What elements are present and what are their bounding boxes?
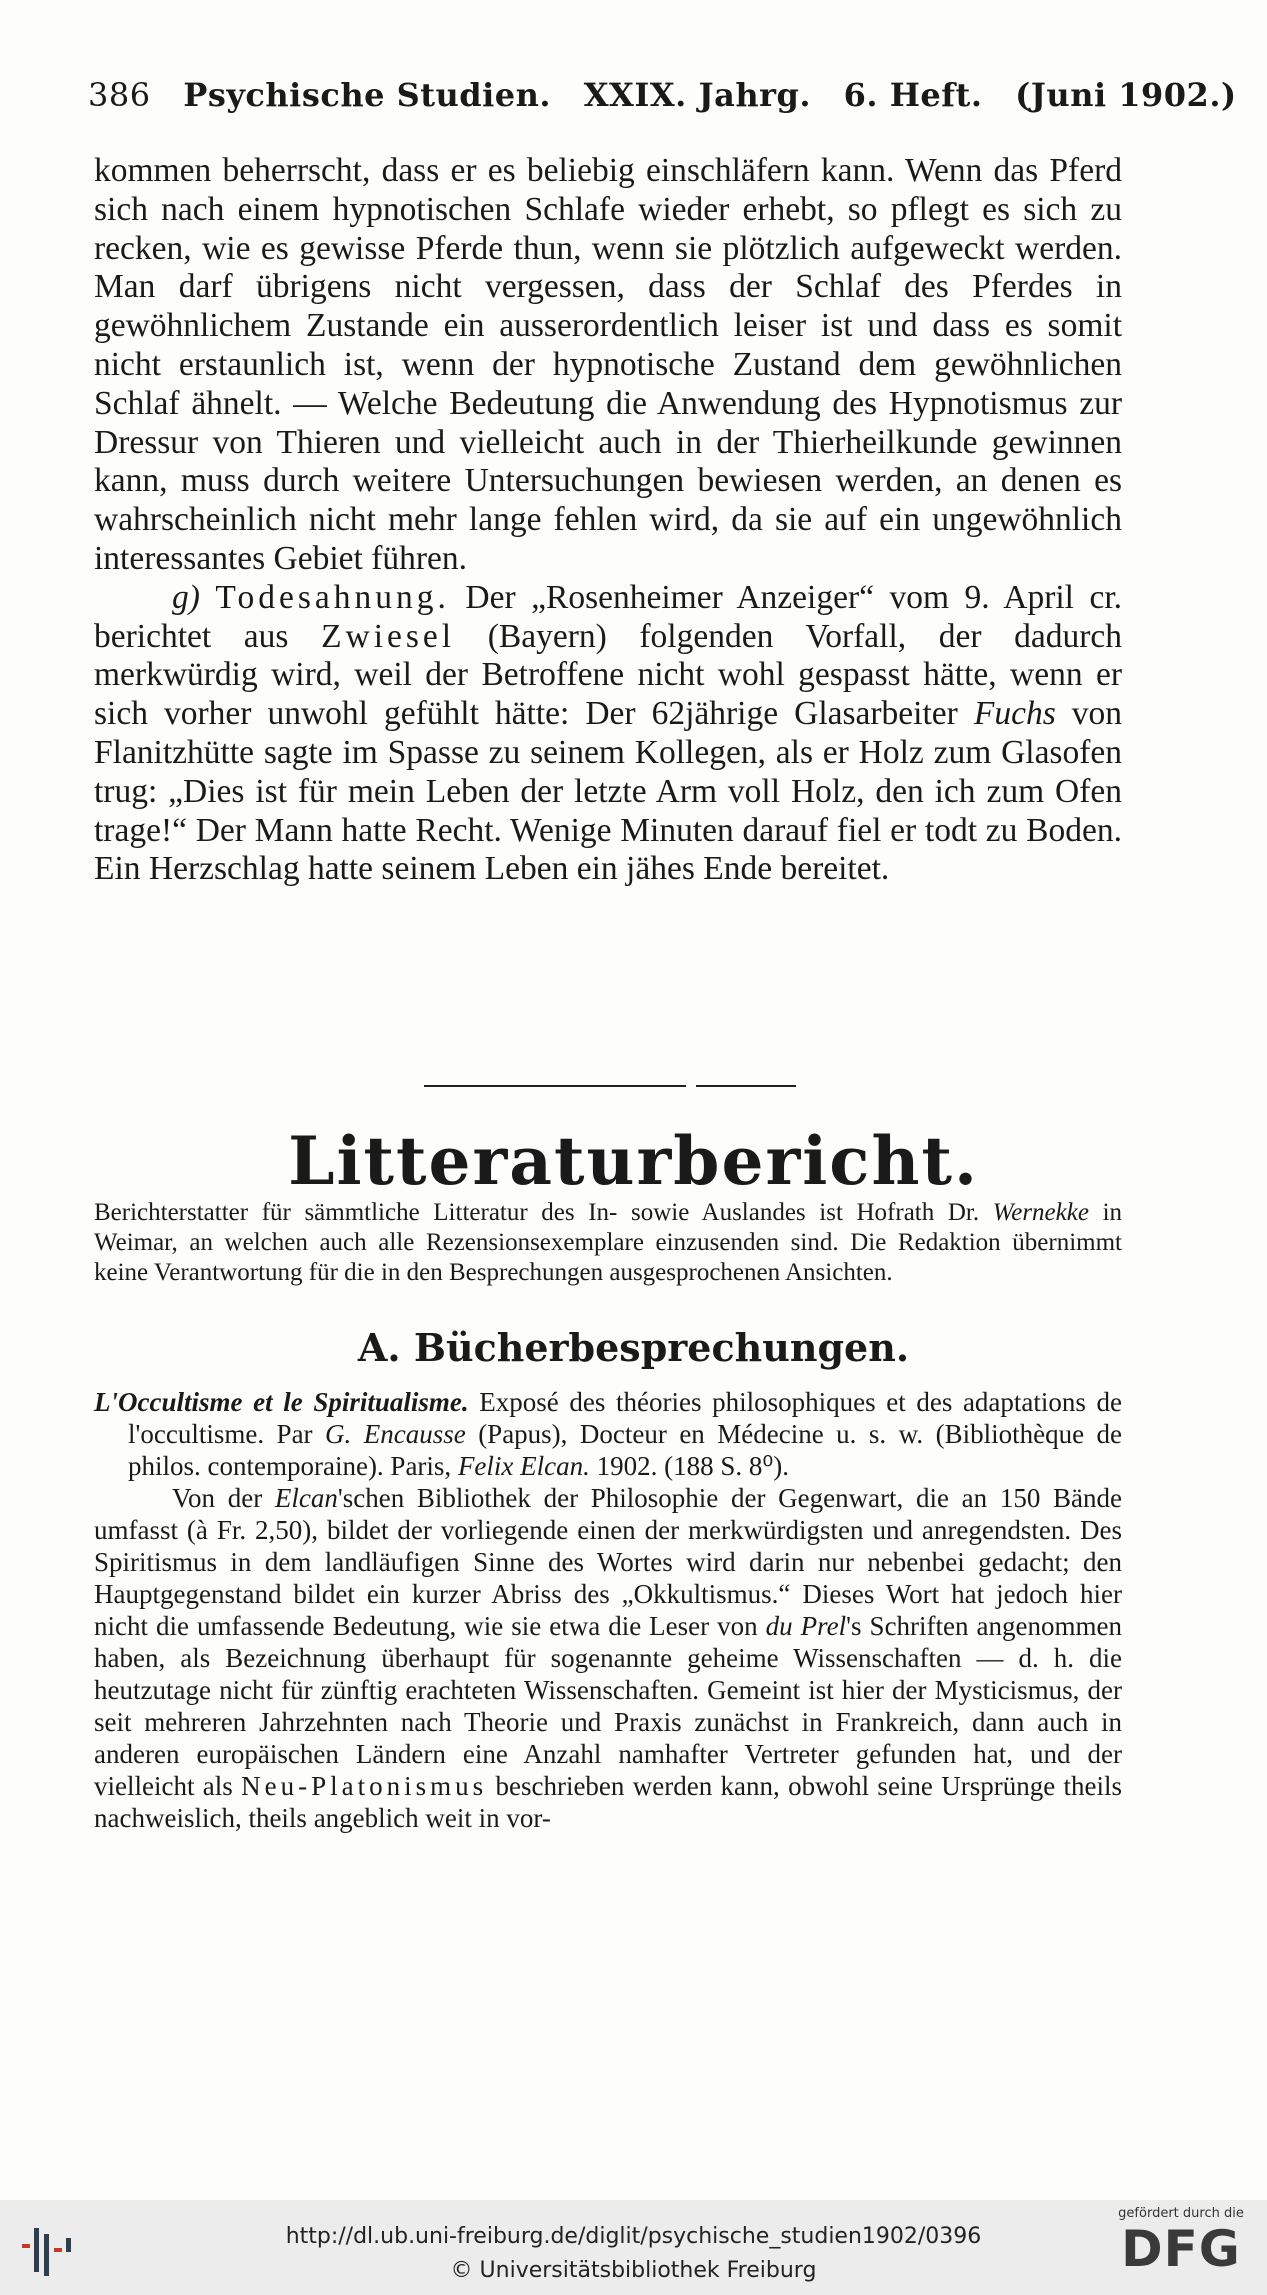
editorial-notice <box>94 1198 1122 1288</box>
entry-text: 1902. (188 S. 8⁰). <box>596 1451 789 1481</box>
journal-title: Psychische Studien. <box>183 76 552 114</box>
article-body <box>94 152 1122 889</box>
review-text: 's Schriften angenommen haben, als Bezeichnung überhaupt für sogenannte geheime Wissenschaften — d. h. die heutzutage nicht für zünftig erachteten Wissenschaften. Gemeint ist hier der Mysticismus, der seit mehreren Jahrzehnten nach Theorie und Praxis zunächst in Frankreich, dann auch in anderen europäischen Ländern eine Anzahl namhafter Vertreter gefunden hat, und der vielleicht als <box>94 1611 1122 1801</box>
author-name: du Prel <box>765 1611 847 1641</box>
document-url-link[interactable]: http://dl.ub.uni-freiburg.de/diglit/psychische_studien1902/0396 <box>285 2224 982 2249</box>
emphasized-term: Neu-Platonismus <box>241 1771 488 1801</box>
page-number: 386 <box>88 76 151 114</box>
bibliographic-entry <box>94 1386 1122 1482</box>
review-text: beschrieben werden kann, obwohl seine Ursprünge theils nachweislich, theils angeblich weit in vor- <box>94 1771 1123 1833</box>
dfg-logo <box>1111 2206 1251 2290</box>
separator-rule <box>696 1085 796 1087</box>
issue-date: (Juni 1902.) <box>1015 76 1237 114</box>
entry-text: Exposé des théories philosophiques et des adaptations de l'occultisme. Par <box>128 1387 1123 1449</box>
paragraph-hypnosis: kommen beherrscht, dass er es beliebig einschläfern kann. Wenn das Pferd sich nach einem hypnotischen Schlafe wieder erhebt, so pflegt es sich zu recken, wie es gewisse Pferde thun, wenn sie plötzlich aufgeweckt werden. Man darf übrigens nicht vergessen, dass der Schlaf des Pferdes in gewöhnlichem Zustande ein ausserordentlich leiser ist und dass es somit nicht erstaunlich ist, wenn der hypnotische Zustand dem gewöhnlichen Schlaf ähnelt. — Welche Bedeutung die Anwendung des Hypnotismus zur Dressur von Thieren und vielleicht auch in der Thierheilkunde gewinnen kann, muss durch weitere Untersuchungen bewiesen werden, an denen es wahrscheinlich nicht mehr lange fehlen wird, da sie auf ein ungewöhnlich interessantes Gebiet führen. <box>94 152 1122 577</box>
review-paragraph <box>94 1482 1122 1834</box>
section-title: Todesahnung. <box>215 578 450 616</box>
dfg-wordmark: DFG <box>1121 2220 1241 2278</box>
book-author: G. Encausse <box>325 1419 466 1449</box>
dfg-caption: gefördert durch die <box>1118 2206 1244 2221</box>
running-header <box>88 76 1237 114</box>
review-text: Von der <box>172 1483 263 1513</box>
publisher-name: Elcan <box>274 1483 338 1513</box>
entry-text: (Papus), Docteur en Médecine u. s. w. (Bibliothèque de philos. contemporaine). Paris, <box>128 1419 1123 1481</box>
place-name: Zwiesel <box>321 617 456 655</box>
section-letter: g) <box>172 578 200 616</box>
paragraph-text: von Flanitzhütte sagte im Spasse zu seinem Kollegen, als er Holz zum Glasofen trug: „Dies ist für mein Leben der letzte Arm voll Holz, den ich zum Ofen trage!“ Der Mann hatte Recht. Wenige Minuten darauf fiel er todt zu Boden. Ein Herzschlag hatte seinem Leben ein jähes Ende bereitet. <box>94 695 1123 888</box>
book-title: L'Occultisme et le Spiritualisme. <box>94 1387 469 1417</box>
paragraph-text: (Bayern) folgenden Vorfall, der dadurch merkwürdig wird, weil der Betroffene nicht wohl gespasst hätte, wenn er sich vorher unwohl gefühlt hätte: Der 62jährige Glasarbeiter <box>94 617 1123 733</box>
volume-label: XXIX. Jahrg. <box>583 76 811 114</box>
book-publisher: Felix Elcan. <box>457 1451 590 1481</box>
paragraph-todesahnung <box>94 579 1122 889</box>
separator-rule <box>424 1085 686 1087</box>
paragraph-text: Der „Rosenheimer Anzeiger“ vom 9. April cr. berichtet aus <box>94 578 1123 655</box>
issue-label: 6. Heft. <box>843 76 983 114</box>
notice-text: Berichterstatter für sämmtliche Litteratur des In- sowie Auslandes ist Hofrath Dr. <box>94 1199 980 1226</box>
copyright-notice: © Universitätsbibliothek Freiburg <box>450 2258 817 2283</box>
book-reviews-heading: A. Bücherbesprechungen. <box>357 1325 910 1370</box>
notice-text: in Weimar, an welchen auch alle Rezensionsexemplare einzusenden sind. Die Redaktion übernimmt keine Verantwortung für die in den Besprechungen ausgesprochenen Ansichten. <box>94 1199 1123 1286</box>
editor-name: Wernekke <box>992 1199 1089 1226</box>
person-name: Fuchs <box>973 695 1056 733</box>
literature-heading: Litteraturbericht. <box>288 1122 979 1200</box>
review-text: 'schen Bibliothek der Philosophie der Gegenwart, die an 150 Bände umfasst (à Fr. 2,50), bildet der vorliegende einen der merkwürdigsten und anregendsten. Des Spiritismus in dem landläufigen Sinne des Wortes wird darin nur nebenbei gedacht; den Hauptgegenstand bildet ein kurzer Abriss des „Okkultismus.“ Dieses Wort hat jedoch hier nicht die umfassende Bedeutung, wie sie etwa die Leser von <box>94 1483 1123 1641</box>
book-review <box>94 1386 1122 1834</box>
